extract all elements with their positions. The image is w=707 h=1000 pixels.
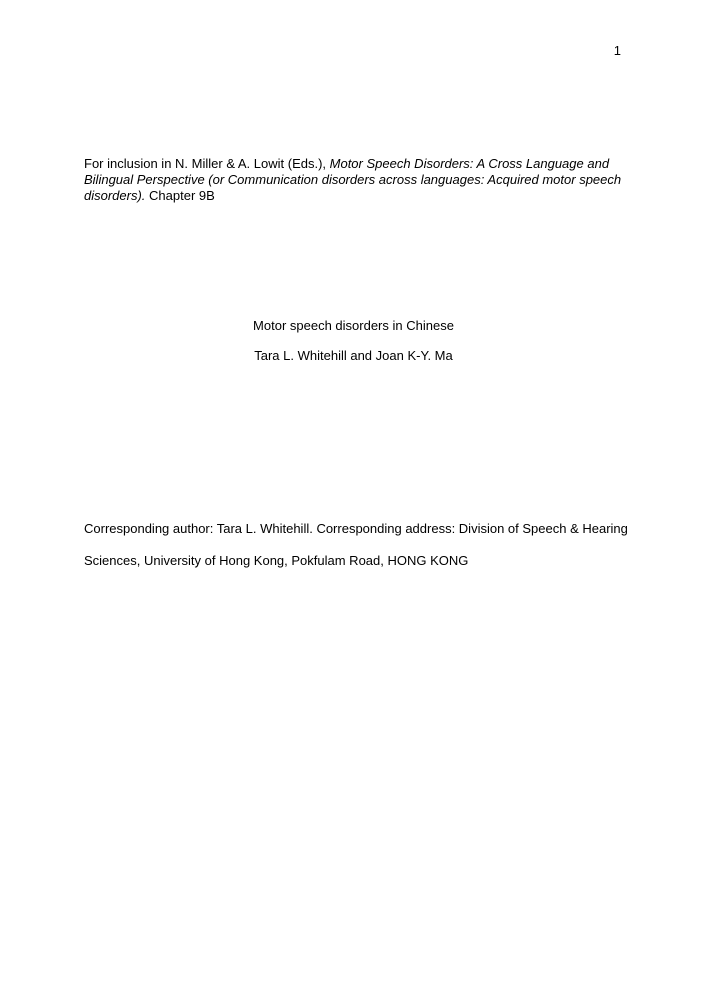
correspondence-address: Corresponding author: Tara L. Whitehill. Corresponding address: Division of Speech & Hearing Sciences, University of Hong Kong, Pokfulam Road, HONG KONG xyxy=(84,521,628,568)
chapter-authors: Tara L. Whitehill and Joan K-Y. Ma xyxy=(254,348,453,363)
title-block xyxy=(0,318,707,364)
page-number: 1 xyxy=(613,43,621,58)
inclusion-note xyxy=(84,156,629,204)
chapter-label: Chapter 9B xyxy=(145,188,215,203)
inclusion-note-prefix: For inclusion in N. Miller & A. Lowit (Eds.), xyxy=(84,156,330,171)
book-title: Motor Speech Disorders: A Cross Language and Bilingual Perspective (or Communication disorders across languages: Acquired motor speech disorders). xyxy=(84,156,622,203)
chapter-title: Motor speech disorders in Chinese xyxy=(253,318,454,333)
